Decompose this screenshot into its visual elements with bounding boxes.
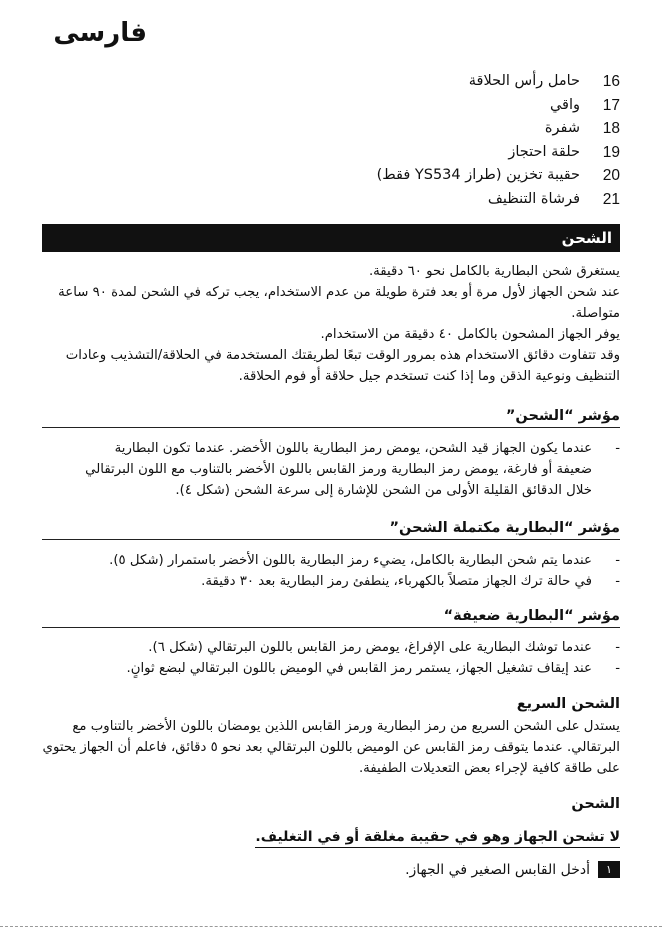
part-number: 18	[602, 120, 620, 137]
list-item	[42, 658, 620, 679]
list-item	[42, 550, 620, 571]
list-item	[42, 571, 620, 592]
part-label: حقيبة تخزين (طراز YS534 فقط)	[376, 167, 580, 183]
list-item	[377, 117, 620, 141]
bullet-text: عند إيقاف تشغيل الجهاز، يستمر رمز القابس في الوميض باللون البرتقالي لبضع ثوانٍ.	[126, 661, 592, 676]
list-item	[377, 94, 620, 118]
part-number: 16	[602, 73, 620, 90]
step-1	[405, 861, 620, 878]
step-text: أدخل القابس الصغير في الجهاز.	[405, 861, 590, 878]
part-number: 19	[602, 143, 620, 161]
charging-warning: لا تشحن الجهاز وهو في حقيبة مغلقة أو في التغليف.	[255, 827, 620, 848]
full-indicator-list	[42, 550, 620, 592]
subheading-quick-charge: الشحن السريع	[516, 696, 620, 712]
list-item	[377, 188, 620, 212]
bullet-dash: -	[615, 441, 620, 456]
subheading-full-indicator: مؤشر “البطارية مكتملة الشحن”	[42, 516, 620, 540]
list-item	[377, 70, 620, 94]
bullet-dash: -	[615, 661, 620, 676]
part-number: 20	[602, 167, 620, 184]
footer-divider	[0, 926, 662, 927]
bullet-text: عندما يكون الجهاز قيد الشحن، يومض رمز البطارية باللون الأخضر. عندما تكون البطارية ضعيفة أو فارغة، يومض رمز البطارية ورمز القابس باللون الأخضر بالتناوب مع اللون البرتقالي خلال الدقائق القليلة الأولى من الشحن للإشارة إلى سرعة الشحن (شكل ٤).	[85, 441, 592, 498]
part-label: فرشاة التنظيف	[487, 190, 580, 207]
list-item	[377, 164, 620, 188]
subheading-charging: الشحن	[571, 796, 620, 812]
part-label: شفرة	[544, 120, 580, 136]
bullet-dash: -	[615, 574, 620, 589]
list-item	[42, 637, 620, 658]
paragraph: يستغرق شحن البطارية بالكامل نحو ٦٠ دقيقة.	[368, 264, 620, 279]
section-title: الشحن	[561, 229, 612, 247]
bullet-dash: -	[615, 640, 620, 655]
charging-indicator-list	[42, 438, 620, 501]
part-label: واقي	[549, 96, 580, 113]
subheading-low-indicator: مؤشر “البطارية ضعيفة“	[42, 604, 620, 628]
quick-charge-text	[42, 716, 620, 779]
step-number: ١	[598, 861, 620, 878]
bullet-text: عندما يتم شحن البطارية بالكامل، يضيء رمز البطارية باللون الأخضر باستمرار (شكل ٥).	[109, 553, 592, 568]
list-item	[42, 438, 620, 501]
paragraph: يستدل على الشحن السريع من رمز البطارية ورمز القابس اللذين يومضان باللون الأخضر بالتناوب مع البرتقالي. عندما يتوقف رمز القابس عن الوميض باللون البرتقالي بعد نحو ٥ دقائق، فاعلم أن الجهاز يحتوي على طاقة كافية لإجراء بعض التعديلات الطفيفة.	[42, 719, 620, 776]
part-number: 21	[602, 190, 620, 208]
bullet-text: في حالة ترك الجهاز متصلاً بالكهرباء، ينطفئ رمز البطارية بعد ٣٠ دقيقة.	[201, 574, 592, 589]
paragraph: يوفر الجهاز المشحون بالكامل ٤٠ دقيقة من الاستخدام.	[320, 327, 620, 342]
paragraph: وقد تتفاوت دقائق الاستخدام هذه بمرور الوقت تبعًا لطريقتك المستخدمة في الحلاقة/التشذيب وعادات التنظيف ونوعية الذقن وما إذا كنت تستخدم جيل حلاقة أو فوم الحلاقة.	[65, 348, 620, 384]
part-label: حلقة احتجاز	[508, 143, 580, 160]
parts-list	[377, 70, 620, 211]
part-label: حامل رأس الحلاقة	[468, 73, 580, 89]
intro-text	[42, 261, 620, 387]
bullet-dash: -	[615, 553, 620, 568]
part-number: 17	[602, 96, 620, 114]
subheading-charging-indicator: مؤشر “الشحن”	[42, 404, 620, 428]
list-item	[377, 141, 620, 165]
section-title-bar	[42, 224, 620, 252]
low-indicator-list	[42, 637, 620, 679]
language-title: فارسی	[53, 18, 147, 48]
bullet-text: عندما توشك البطارية على الإفراغ، يومض رمز القابس باللون البرتقالي (شكل ٦).	[148, 640, 592, 655]
paragraph: عند شحن الجهاز لأول مرة أو بعد فترة طويلة من عدم الاستخدام، يجب تركه في الشحن لمدة ٩٠ ساعة متواصلة.	[58, 285, 620, 321]
